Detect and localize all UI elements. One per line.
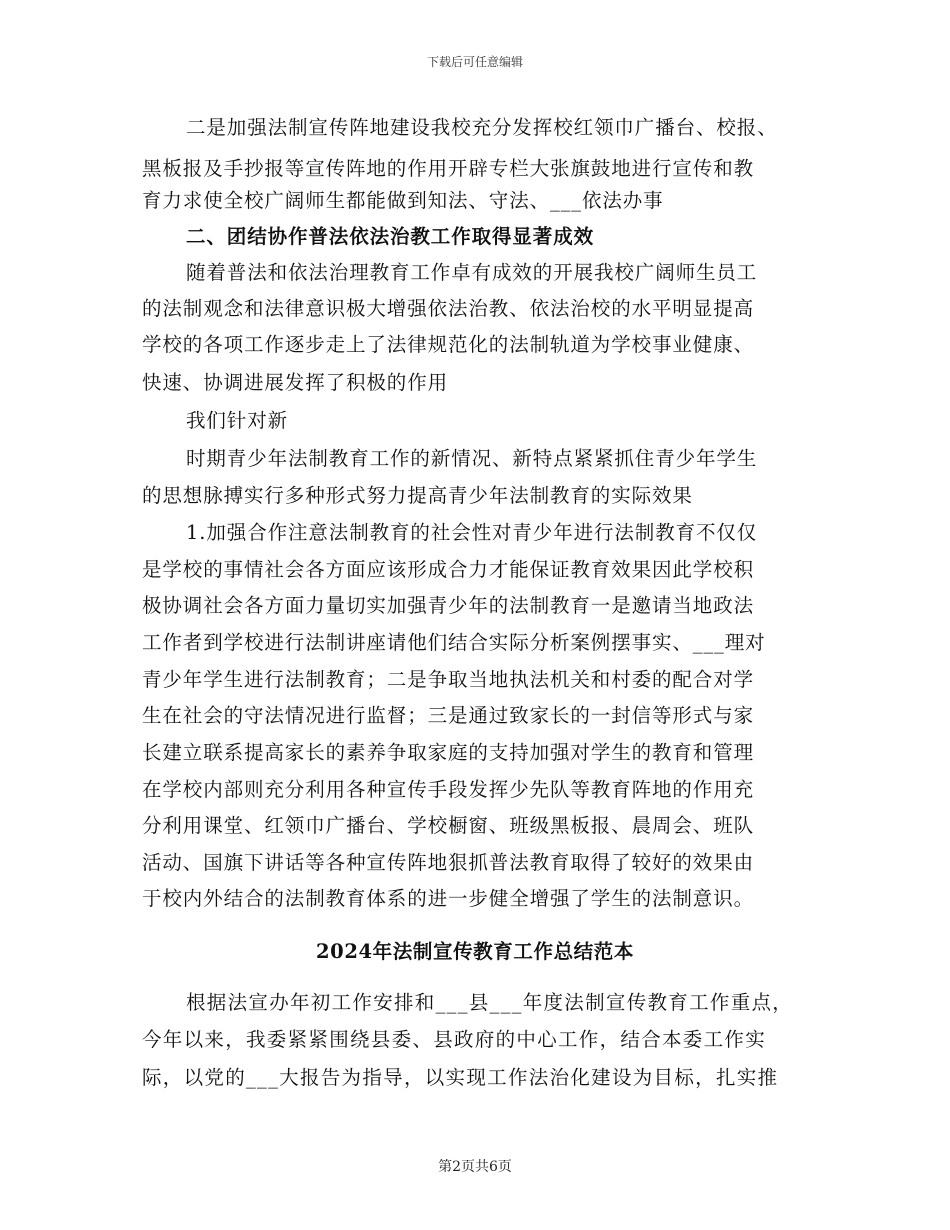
- paragraph-line: 长建立联系提高家长的素养争取家庭的支持加强对学生的教育和管理: [142, 741, 755, 764]
- paragraph-line: 分利用课堂、红领巾广播台、学校橱窗、班级黑板报、晨周会、班队: [142, 814, 755, 837]
- paragraph-line: 是学校的事情社会各方面应该形成合力才能保证教育效果因此学校积: [142, 558, 755, 581]
- paragraph-line: 在学校内部则充分利用各种宣传手段发挥少先队等教育阵地的作用充: [142, 778, 755, 801]
- paragraph-line: 今年以来，我委紧紧围绕县委、县政府的中心工作，结合本委工作实: [142, 1028, 767, 1051]
- paragraph-line: 1.加强合作注意法制教育的社会性对青少年进行法制教育不仅仅: [186, 521, 758, 544]
- paragraph-line: 时期青少年法制教育工作的新情况、新特点紧紧抓住青少年学生: [186, 447, 758, 470]
- paragraph-line: 工作者到学校进行法制讲座请他们结合实际分析案例摆事实、___理对: [142, 631, 766, 654]
- paragraph-line: 学校的各项工作逐步走上了法律规范化的法制轨道为学校事业健康、: [142, 333, 755, 356]
- paragraph-line: 生在社会的守法情况进行监督；三是通过致家长的一封信等形式与家: [142, 704, 755, 727]
- section-heading: 二、团结协作普法依法治教工作取得显著成效: [186, 225, 595, 248]
- paragraph-line: 际，以党的___大报告为指导，以实现工作法治化建设为目标，扎实推: [142, 1066, 779, 1089]
- paragraph-line: 极协调社会各方面力量切实加强青少年的法制教育一是邀请当地政法: [142, 594, 755, 617]
- paragraph-line: 快速、协调进展发挥了积极的作用: [142, 371, 449, 394]
- document-title: 2024年法制宣传教育工作总结范本: [316, 940, 634, 963]
- paragraph-line: 我们针对新: [186, 409, 289, 432]
- paragraph-line: 青少年学生进行法制教育；二是争取当地执法机关和村委的配合对学: [142, 668, 755, 691]
- paragraph-line: 的法制观念和法律意识极大增强依法治教、依法治校的水平明显提高: [142, 297, 755, 320]
- paragraph-line: 于校内外结合的法制教育体系的进一步健全增强了学生的法制意识。: [142, 887, 755, 910]
- paragraph-line: 黑板报及手抄报等宣传阵地的作用开辟专栏大张旗鼓地进行宣传和教: [142, 157, 755, 180]
- paragraph-line: 活动、国旗下讲话等各种宣传阵地狠抓普法教育取得了较好的效果由: [142, 851, 755, 874]
- paragraph-line: 随着普法和依法治理教育工作卓有成效的开展我校广阔师生员工: [186, 261, 758, 284]
- paragraph-line: 的思想脉搏实行多种形式努力提高青少年法制教育的实际效果: [142, 484, 693, 507]
- paragraph-line: 育力求使全校广阔师生都能做到知法、守法、___依法办事: [142, 189, 664, 212]
- page-footer: 第2页共6页: [438, 1159, 512, 1175]
- paragraph-line: 根据法宣办年初工作安排和___县___年度法制宣传教育工作重点，: [186, 991, 794, 1014]
- paragraph-line: 二是加强法制宣传阵地建设我校充分发挥校红领巾广播台、校报、: [186, 116, 778, 139]
- page-header: 下载后可任意编辑: [426, 55, 523, 69]
